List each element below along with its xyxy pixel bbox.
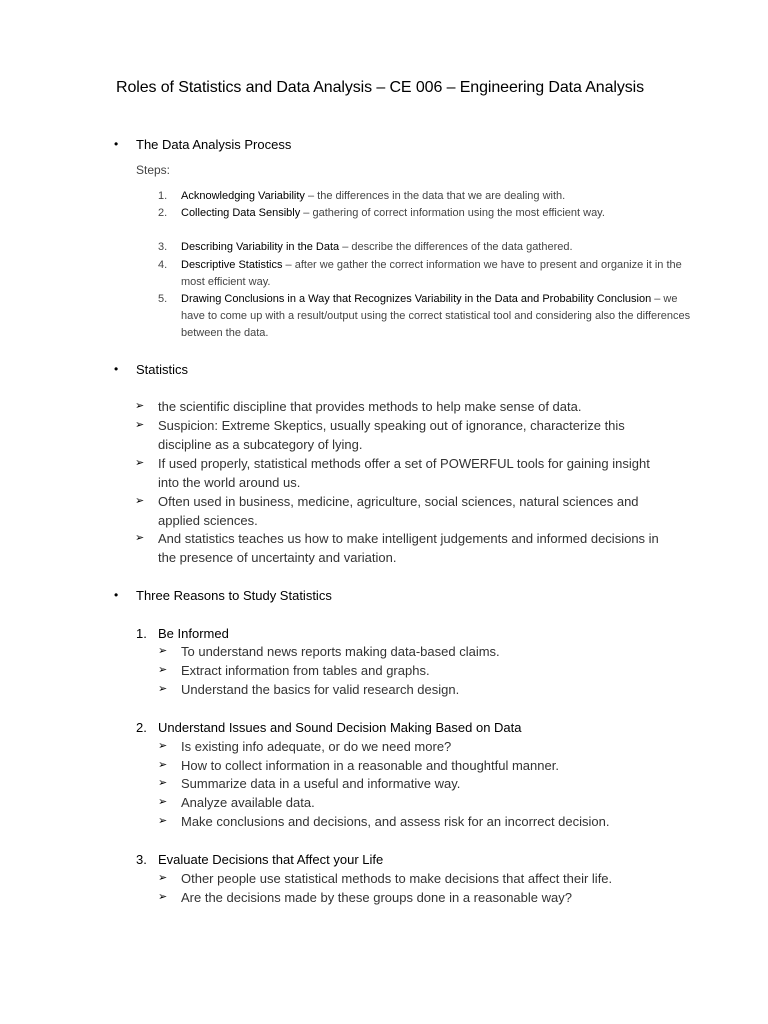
list-item-text: the scientific discipline that provides methods to help make sense of data. xyxy=(158,399,582,414)
step-description: – we have to come up with a result/output using the correct statistical tool and considering also the differences between the data. xyxy=(181,293,691,339)
arrow-bullet-icon: ➢ xyxy=(158,777,168,789)
list-item-text: To understand news reports making data-based claims. xyxy=(181,644,500,659)
list-item-text: Extract information from tables and graphs. xyxy=(181,663,430,678)
list-item-text: Make conclusions and decisions, and assess risk for an incorrect decision. xyxy=(181,814,610,829)
step-term: Drawing Conclusions in a Way that Recognizes Variability in the Data and Probability Conclusion xyxy=(181,293,652,305)
list-item-text: Other people use statistical methods to make decisions that affect their life. xyxy=(181,871,613,886)
arrow-bullet-icon: ➢ xyxy=(135,532,145,544)
step-term: Collecting Data Sensibly xyxy=(181,207,301,219)
list-item-text: Suspicion: Extreme Skeptics, usually speaking out of ignorance, characterize this discipline as a subcategory of lying. xyxy=(158,418,625,452)
step-number: 5. xyxy=(158,293,168,305)
step-description: – describe the differences of the data gathered. xyxy=(339,241,573,253)
reason-title: Be Informed xyxy=(158,626,229,641)
bullet-icon: • xyxy=(114,588,119,602)
bullet-icon: • xyxy=(114,137,119,151)
list-item-text: Is existing info adequate, or do we need more? xyxy=(181,739,452,754)
reason-title: Evaluate Decisions that Affect your Life xyxy=(158,852,384,867)
arrow-bullet-icon: ➢ xyxy=(135,400,145,412)
reason-title: Understand Issues and Sound Decision Making Based on Data xyxy=(158,720,522,735)
arrow-bullet-icon: ➢ xyxy=(135,457,145,469)
list-item-text: Understand the basics for valid research design. xyxy=(181,682,460,697)
arrow-bullet-icon: ➢ xyxy=(135,495,145,507)
steps-label: Steps: xyxy=(136,163,171,177)
reason-number: 3. xyxy=(136,852,147,867)
arrow-bullet-icon: ➢ xyxy=(158,645,168,657)
list-item-text: Are the decisions made by these groups done in a reasonable way? xyxy=(181,890,572,905)
section-heading: Statistics xyxy=(136,362,189,377)
step-number: 3. xyxy=(158,241,168,253)
section-heading: Three Reasons to Study Statistics xyxy=(136,588,332,603)
step-description: – gathering of correct information using the most efficient way. xyxy=(300,207,605,219)
step-number: 4. xyxy=(158,259,168,271)
arrow-bullet-icon: ➢ xyxy=(158,891,168,903)
arrow-bullet-icon: ➢ xyxy=(158,872,168,884)
document-title: Roles of Statistics and Data Analysis – CE 006 – Engineering Data Analysis xyxy=(116,79,645,96)
section-heading: The Data Analysis Process xyxy=(136,137,292,152)
step-number: 2. xyxy=(158,207,168,219)
step-number: 1. xyxy=(158,190,168,202)
arrow-bullet-icon: ➢ xyxy=(135,419,145,431)
arrow-bullet-icon: ➢ xyxy=(158,759,168,771)
list-item-text: Analyze available data. xyxy=(181,795,315,810)
list-item-text: Summarize data in a useful and informative way. xyxy=(181,776,461,791)
step-term: Acknowledging Variability xyxy=(181,190,305,202)
step-term: Descriptive Statistics xyxy=(181,259,283,271)
step-description: – after we gather the correct information we have to present and organize it in the most efficient way. xyxy=(181,259,682,288)
bullet-icon: • xyxy=(114,362,119,376)
list-item-text: And statistics teaches us how to make intelligent judgements and informed decisions in the presence of uncertainty and variation. xyxy=(158,531,659,565)
arrow-bullet-icon: ➢ xyxy=(158,664,168,676)
list-item-text: If used properly, statistical methods offer a set of POWERFUL tools for gaining insight into the world around us. xyxy=(158,456,650,490)
arrow-bullet-icon: ➢ xyxy=(158,815,168,827)
reason-number: 1. xyxy=(136,626,147,641)
reason-number: 2. xyxy=(136,720,147,735)
step-description: – the differences in the data that we are dealing with. xyxy=(304,190,566,202)
list-item-text: Often used in business, medicine, agriculture, social sciences, natural sciences and applied sciences. xyxy=(158,494,639,528)
arrow-bullet-icon: ➢ xyxy=(158,740,168,752)
arrow-bullet-icon: ➢ xyxy=(158,796,168,808)
list-item-text: How to collect information in a reasonable and thoughtful manner. xyxy=(181,758,559,773)
arrow-bullet-icon: ➢ xyxy=(158,683,168,695)
step-term: Describing Variability in the Data xyxy=(181,241,340,253)
